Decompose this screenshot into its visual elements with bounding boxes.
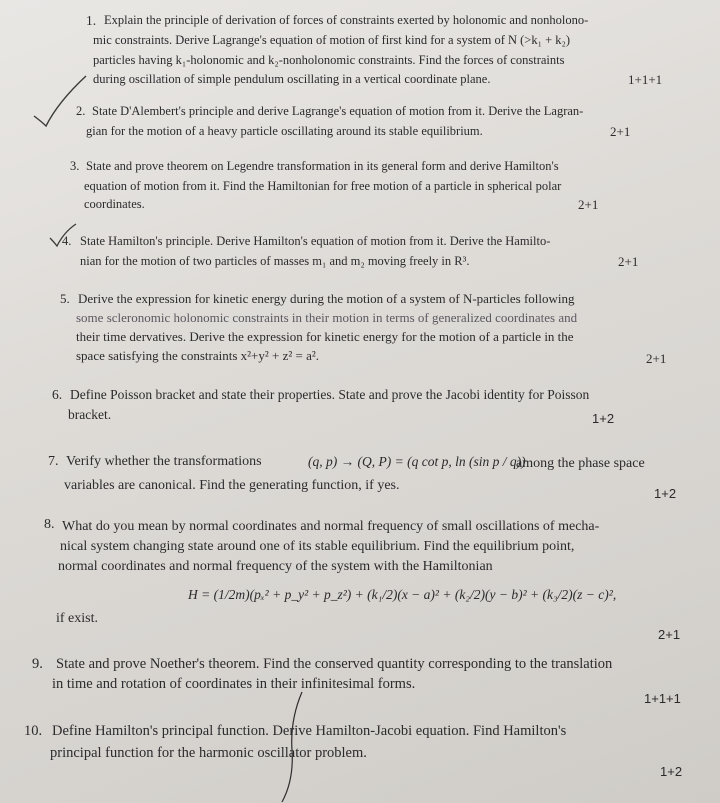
question-line: State and prove Noether's theorem. Find the conserved quantity corresponding to the translation [56,656,613,672]
question-7 [0,445,720,505]
question-number: 5. [60,291,70,306]
question-line: mic constraints. Derive Lagrange's equation of motion of first kind for a system of N (>k₁ + k₂) [93,33,571,47]
question-line: variables are canonical. Find the generating function, if yes. [64,478,400,493]
question-number: 9. [32,656,43,672]
question-line: nical system changing state around one of its stable equilibrium. Find the equilibrium point, [60,539,575,554]
question-4 [0,225,720,275]
marks: 2+1 [658,627,681,642]
transformation-formula: (q, p) → (Q, P) = (q cot p, ln (sin p / q)) [308,454,526,469]
hamiltonian-formula: H = (1/2m)(pₓ² + p_y² + p_z²) + (k₁/2)(x − a)² + (k₂/2)(y − b)² + (k₃/2)(z − c)², [188,587,617,602]
marks: 1+2 [654,486,677,501]
question-line: State D'Alembert's principle and derive Lagrange's equation of motion from it. Derive the Lagran- [92,104,584,118]
question-6 [0,380,720,440]
question-line: space satisfying the constraints x²+y² + z² = a². [76,348,320,363]
marks: 2+1 [578,197,599,212]
question-10 [0,715,720,803]
question-line: particles having k₁-holonomic and k₂-nonholonomic constraints. Find the forces of constraints [93,53,565,67]
question-line: Define Poisson bracket and state their properties. State and prove the Jacobi identity for Poisson [70,387,590,402]
question-line: nian for the motion of two particles of masses m₁ and m₂ moving freely in R³. [80,254,470,268]
question-number: 2. [76,104,86,118]
question-line: among the phase space [516,456,645,471]
question-line: What do you mean by normal coordinates and normal frequency of small oscillations of mecha- [62,519,600,534]
question-line: in time and rotation of coordinates in their infinitesimal forms. [52,676,416,692]
question-line: Verify whether the transformations [66,454,262,469]
question-number: 3. [70,159,80,173]
question-8 [0,510,720,640]
question-3 [0,150,720,215]
question-line: coordinates. [84,197,145,211]
question-1 [0,0,720,95]
question-number: 4. [62,234,72,248]
question-line: equation of motion from it. Find the Hamiltonian for free motion of a particle in spherical polar [84,179,562,193]
question-line: some scleronomic holonomic constraints in their motion in terms of generalized coordinates and [76,310,578,325]
question-line: State and prove theorem on Legendre transformation in its general form and derive Hamilton's [86,159,559,173]
question-number: 6. [52,387,63,402]
question-number: 1. [86,13,97,28]
question-line: gian for the motion of a heavy particle oscillating around its stable equilibrium. [86,124,483,138]
question-line: during oscillation of simple pendulum oscillating in a vertical coordinate plane. [93,72,491,86]
question-line: their time dervatives. Derive the expression for kinetic energy for the motion of a particle in the [76,329,574,344]
question-9 [0,650,720,710]
marks: 2+1 [610,124,631,139]
question-number: 8. [44,517,55,532]
question-number: 7. [48,454,59,469]
question-2 [0,95,720,145]
question-line: Explain the principle of derivation of forces of constraints exerted by holonomic and nonholono- [104,13,589,27]
marks: 1+2 [660,764,683,779]
marks: 2+1 [646,351,667,366]
marks: 1+1+1 [628,72,663,87]
marks: 1+2 [592,411,615,426]
marks: 1+1+1 [644,691,681,706]
question-line: Derive the expression for kinetic energy during the motion of a system of N-particles following [78,291,575,306]
question-line: normal coordinates and normal frequency of the system with the Hamiltonian [58,559,493,574]
question-line: bracket. [68,407,112,422]
question-line: State Hamilton's principle. Derive Hamilton's equation of motion from it. Derive the Hamilto- [80,234,551,248]
marks: 2+1 [618,254,639,269]
question-line: Define Hamilton's principal function. Derive Hamilton-Jacobi equation. Find Hamilton's [52,723,567,739]
question-number: 10. [24,723,43,739]
question-line: if exist. [56,611,98,626]
question-5 [0,282,720,372]
question-line: principal function for the harmonic oscillator problem. [50,745,367,761]
